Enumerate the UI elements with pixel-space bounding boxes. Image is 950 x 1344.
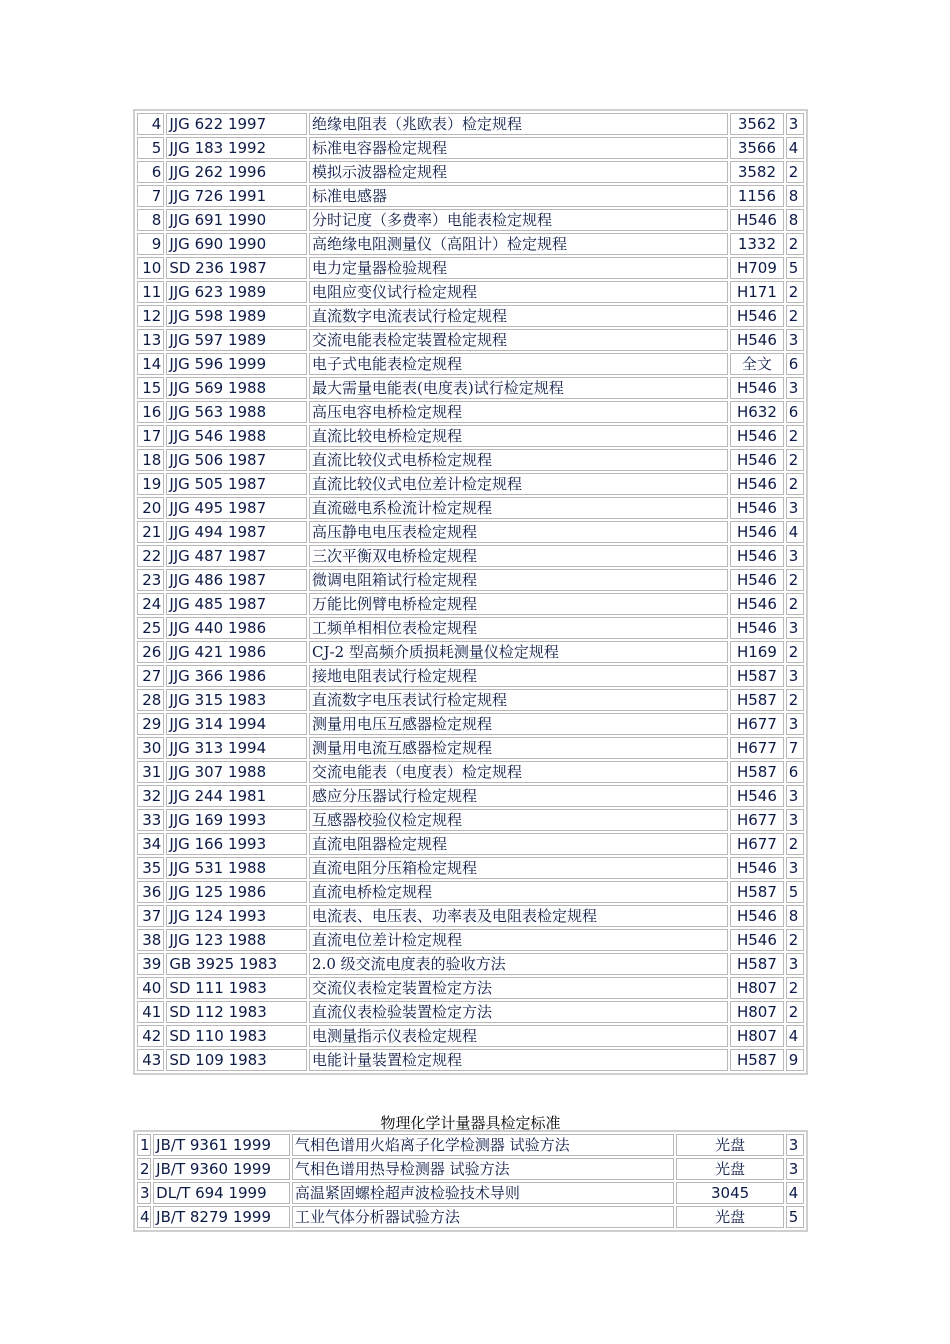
standard-code-link[interactable]: JJG 313 1994 <box>166 737 307 759</box>
page-count-cell: 4 <box>786 521 804 543</box>
standard-title-link[interactable]: 电流表、电压表、功率表及电阻表检定规程 <box>309 905 728 927</box>
standard-title-link[interactable]: 气相色谱用热导检测器 试验方法 <box>292 1158 675 1180</box>
standard-title-link[interactable]: 直流比较电桥检定规程 <box>309 425 728 447</box>
page-count-cell: 3 <box>786 329 804 351</box>
standard-title-link[interactable]: 最大需量电能表(电度表)试行检定规程 <box>309 377 728 399</box>
standard-title-link[interactable]: 高压静电电压表检定规程 <box>309 521 728 543</box>
page-count-cell: 2 <box>786 977 804 999</box>
row-number: 26 <box>137 641 164 663</box>
page-count-cell: 5 <box>786 881 804 903</box>
reference-cell: 光盘 <box>676 1134 783 1156</box>
reference-cell: H546 <box>730 497 784 519</box>
standard-title-link[interactable]: 微调电阻箱试行检定规程 <box>309 569 728 591</box>
reference-cell: H169 <box>730 641 784 663</box>
row-number: 2 <box>137 1158 151 1180</box>
table-row <box>137 257 804 279</box>
reference-cell: H546 <box>730 545 784 567</box>
standard-title-link[interactable]: 电测量指示仪表检定规程 <box>309 1025 728 1047</box>
row-number: 40 <box>137 977 164 999</box>
standard-code-link[interactable]: SD 110 1983 <box>166 1025 307 1047</box>
table-row <box>137 953 804 975</box>
row-number: 20 <box>137 497 164 519</box>
table-row <box>137 785 804 807</box>
reference-cell: H546 <box>730 593 784 615</box>
page-count-cell: 3 <box>786 713 804 735</box>
standard-title-link[interactable]: 绝缘电阻表（兆欧表）检定规程 <box>309 113 728 135</box>
page-count-cell: 2 <box>786 425 804 447</box>
table-row <box>137 737 804 759</box>
table-row <box>137 1158 804 1180</box>
standard-code-link[interactable]: JJG 531 1988 <box>166 857 307 879</box>
table-caption: 物理化学计量器具检定标准 <box>380 1114 561 1132</box>
page-count-cell: 2 <box>786 305 804 327</box>
standard-code-link[interactable]: JB/T 8279 1999 <box>153 1206 290 1228</box>
row-number: 14 <box>137 353 164 375</box>
reference-cell: 3562 <box>730 113 784 135</box>
row-number: 13 <box>137 329 164 351</box>
table-row <box>137 569 804 591</box>
reference-cell: H546 <box>730 377 784 399</box>
table-row <box>137 113 804 135</box>
reference-cell: H546 <box>730 521 784 543</box>
row-number: 19 <box>137 473 164 495</box>
page-count-cell: 5 <box>786 257 804 279</box>
electrical-standards-table <box>133 109 808 1075</box>
standard-title-link[interactable]: 直流电桥检定规程 <box>309 881 728 903</box>
row-number: 22 <box>137 545 164 567</box>
page-count-cell: 2 <box>786 281 804 303</box>
page-count-cell: 2 <box>786 833 804 855</box>
row-number: 30 <box>137 737 164 759</box>
table-row <box>137 689 804 711</box>
standard-title-link[interactable]: 测量用电压互感器检定规程 <box>309 713 728 735</box>
standard-code-link[interactable]: JJG 691 1990 <box>166 209 307 231</box>
page-count-cell: 2 <box>786 929 804 951</box>
standard-code-link[interactable]: JJG 166 1993 <box>166 833 307 855</box>
standard-title-link[interactable]: 接地电阻表试行检定规程 <box>309 665 728 687</box>
standard-code-link[interactable]: JJG 314 1994 <box>166 713 307 735</box>
page-count-cell: 5 <box>786 1206 804 1228</box>
standard-code-link[interactable]: JJG 486 1987 <box>166 569 307 591</box>
row-number: 36 <box>137 881 164 903</box>
standard-title-link[interactable]: 高温紧固螺栓超声波检验技术导则 <box>292 1182 675 1204</box>
row-number: 4 <box>137 113 164 135</box>
table-row <box>137 929 804 951</box>
standard-title-link[interactable]: 直流比较仪式电桥检定规程 <box>309 449 728 471</box>
table-row <box>137 185 804 207</box>
standard-title-link[interactable]: 直流电位差计检定规程 <box>309 929 728 951</box>
row-number: 42 <box>137 1025 164 1047</box>
standard-code-link[interactable]: JJG 569 1988 <box>166 377 307 399</box>
standard-code-link[interactable]: JJG 505 1987 <box>166 473 307 495</box>
table-row <box>137 617 804 639</box>
row-number: 27 <box>137 665 164 687</box>
table-row <box>137 641 804 663</box>
page-count-cell: 3 <box>786 113 804 135</box>
standard-title-link[interactable]: 交流仪表检定装置检定方法 <box>309 977 728 999</box>
standard-code-link[interactable]: DL/T 694 1999 <box>153 1182 290 1204</box>
table-row <box>137 329 804 351</box>
standard-code-link[interactable]: JJG 596 1999 <box>166 353 307 375</box>
row-number: 24 <box>137 593 164 615</box>
standard-code-link[interactable]: JJG 690 1990 <box>166 233 307 255</box>
table-row <box>137 809 804 831</box>
page-count-cell: 2 <box>786 1001 804 1023</box>
row-number: 9 <box>137 233 164 255</box>
standard-code-link[interactable]: JJG 495 1987 <box>166 497 307 519</box>
standard-title-link[interactable]: 电力定量器检验规程 <box>309 257 728 279</box>
reference-cell: 3582 <box>730 161 784 183</box>
reference-cell: H807 <box>730 1001 784 1023</box>
standard-title-link[interactable]: 交流电能表检定装置检定规程 <box>309 329 728 351</box>
standard-code-link[interactable]: JJG 726 1991 <box>166 185 307 207</box>
page-count-cell: 4 <box>786 1025 804 1047</box>
electrical-standards-table-body <box>137 113 804 1071</box>
table-row <box>137 401 804 423</box>
table-row <box>137 545 804 567</box>
page-count-cell: 6 <box>786 401 804 423</box>
standard-code-link[interactable]: JJG 307 1988 <box>166 761 307 783</box>
row-number: 32 <box>137 785 164 807</box>
table-row <box>137 161 804 183</box>
standard-title-link[interactable]: 工业气体分析器试验方法 <box>292 1206 675 1228</box>
standard-code-link[interactable]: JJG 598 1989 <box>166 305 307 327</box>
row-number: 29 <box>137 713 164 735</box>
table-row <box>137 377 804 399</box>
table-row <box>137 497 804 519</box>
row-number: 34 <box>137 833 164 855</box>
row-number: 1 <box>137 1134 151 1156</box>
reference-cell: 光盘 <box>676 1158 783 1180</box>
reference-cell: H546 <box>730 209 784 231</box>
standard-title-link[interactable]: 标准电感器 <box>309 185 728 207</box>
row-number: 31 <box>137 761 164 783</box>
table-row <box>137 1206 804 1228</box>
standard-title-link[interactable]: CJ-2 型高频介质损耗测量仪检定规程 <box>309 641 728 663</box>
table-row <box>137 905 804 927</box>
standard-code-link[interactable]: SD 111 1983 <box>166 977 307 999</box>
standard-code-link[interactable]: JB/T 9361 1999 <box>153 1134 290 1156</box>
reference-cell: 3566 <box>730 137 784 159</box>
standard-title-link[interactable]: 气相色谱用火焰离子化学检测器 试验方法 <box>292 1134 675 1156</box>
standard-code-link[interactable]: JJG 440 1986 <box>166 617 307 639</box>
reference-cell: H807 <box>730 977 784 999</box>
standard-title-link[interactable]: 直流电阻分压箱检定规程 <box>309 857 728 879</box>
reference-cell: H677 <box>730 713 784 735</box>
reference-cell: 1156 <box>730 185 784 207</box>
reference-cell: 1332 <box>730 233 784 255</box>
table-row <box>137 209 804 231</box>
reference-cell: H171 <box>730 281 784 303</box>
row-number: 17 <box>137 425 164 447</box>
table-row <box>137 1025 804 1047</box>
standard-code-link[interactable]: JJG 366 1986 <box>166 665 307 687</box>
standard-code-link[interactable]: JJG 487 1987 <box>166 545 307 567</box>
table-row <box>137 881 804 903</box>
row-number: 11 <box>137 281 164 303</box>
row-number: 37 <box>137 905 164 927</box>
table-row <box>137 857 804 879</box>
row-number: 21 <box>137 521 164 543</box>
row-number: 8 <box>137 209 164 231</box>
physchem-standards-table-body <box>137 1134 804 1228</box>
reference-cell: H546 <box>730 617 784 639</box>
standard-code-link[interactable]: JJG 597 1989 <box>166 329 307 351</box>
table-row <box>137 1182 804 1204</box>
table-row <box>137 761 804 783</box>
reference-cell: H587 <box>730 689 784 711</box>
row-number: 38 <box>137 929 164 951</box>
page-count-cell: 8 <box>786 185 804 207</box>
table-row <box>137 833 804 855</box>
reference-cell: H546 <box>730 449 784 471</box>
page-count-cell: 3 <box>786 1158 804 1180</box>
row-number: 28 <box>137 689 164 711</box>
reference-cell: 3045 <box>676 1182 783 1204</box>
row-number: 4 <box>137 1206 151 1228</box>
table-row <box>137 353 804 375</box>
standard-code-link[interactable]: JJG 169 1993 <box>166 809 307 831</box>
standard-title-link[interactable]: 工频单相相位表检定规程 <box>309 617 728 639</box>
page-count-cell: 3 <box>786 785 804 807</box>
reference-cell: H546 <box>730 305 784 327</box>
reference-cell: H587 <box>730 881 784 903</box>
row-number: 12 <box>137 305 164 327</box>
table-row <box>137 1001 804 1023</box>
row-number: 7 <box>137 185 164 207</box>
standard-title-link[interactable]: 直流比较仪式电位差计检定规程 <box>309 473 728 495</box>
page-count-cell: 4 <box>786 1182 804 1204</box>
page-count-cell: 3 <box>786 545 804 567</box>
row-number: 43 <box>137 1049 164 1071</box>
standard-title-link[interactable]: 三次平衡双电桥检定规程 <box>309 545 728 567</box>
standard-code-link[interactable]: JJG 494 1987 <box>166 521 307 543</box>
standard-code-link[interactable]: JJG 262 1996 <box>166 161 307 183</box>
standard-code-link[interactable]: JJG 506 1987 <box>166 449 307 471</box>
standard-code-link[interactable]: JJG 123 1988 <box>166 929 307 951</box>
table-row <box>137 233 804 255</box>
page-count-cell: 2 <box>786 641 804 663</box>
page-count-cell: 6 <box>786 353 804 375</box>
standard-code-link[interactable]: JB/T 9360 1999 <box>153 1158 290 1180</box>
row-number: 35 <box>137 857 164 879</box>
row-number: 41 <box>137 1001 164 1023</box>
standard-title-link[interactable]: 直流磁电系检流计检定规程 <box>309 497 728 519</box>
reference-cell: H587 <box>730 953 784 975</box>
table-row <box>137 521 804 543</box>
standard-code-link[interactable]: JJG 421 1986 <box>166 641 307 663</box>
standard-code-link[interactable]: JJG 622 1997 <box>166 113 307 135</box>
page-count-cell: 3 <box>786 1134 804 1156</box>
standard-title-link[interactable]: 感应分压器试行检定规程 <box>309 785 728 807</box>
standard-code-link[interactable]: JJG 183 1992 <box>166 137 307 159</box>
row-number: 6 <box>137 161 164 183</box>
standard-title-link[interactable]: 交流电能表（电度表）检定规程 <box>309 761 728 783</box>
table-row <box>137 449 804 471</box>
standard-code-link[interactable]: SD 236 1987 <box>166 257 307 279</box>
standard-title-link[interactable]: 互感器校验仪检定规程 <box>309 809 728 831</box>
standard-code-link[interactable]: SD 112 1983 <box>166 1001 307 1023</box>
row-number: 15 <box>137 377 164 399</box>
page-count-cell: 3 <box>786 953 804 975</box>
page-count-cell: 2 <box>786 593 804 615</box>
table-row <box>137 1134 804 1156</box>
standard-code-link[interactable]: SD 109 1983 <box>166 1049 307 1071</box>
row-number: 5 <box>137 137 164 159</box>
row-number: 39 <box>137 953 164 975</box>
row-number: 33 <box>137 809 164 831</box>
page-count-cell: 2 <box>786 473 804 495</box>
table-row <box>137 305 804 327</box>
reference-cell: H546 <box>730 785 784 807</box>
reference-cell: H677 <box>730 737 784 759</box>
standard-title-link[interactable]: 直流电阻器检定规程 <box>309 833 728 855</box>
reference-cell: H546 <box>730 905 784 927</box>
reference-cell: H546 <box>730 425 784 447</box>
standard-code-link[interactable]: JJG 485 1987 <box>166 593 307 615</box>
reference-cell: H546 <box>730 857 784 879</box>
page-count-cell: 2 <box>786 161 804 183</box>
page-count-cell: 3 <box>786 857 804 879</box>
page-count-cell: 8 <box>786 209 804 231</box>
table-row <box>137 473 804 495</box>
standard-title-link[interactable]: 直流数字电压表试行检定规程 <box>309 689 728 711</box>
table-row <box>137 1049 804 1071</box>
table-row <box>137 713 804 735</box>
standard-title-link[interactable]: 高压电容电桥检定规程 <box>309 401 728 423</box>
standard-title-link[interactable]: 电能计量装置检定规程 <box>309 1049 728 1071</box>
table-row <box>137 977 804 999</box>
reference-cell: H546 <box>730 929 784 951</box>
reference-cell: H587 <box>730 1049 784 1071</box>
reference-cell: H807 <box>730 1025 784 1047</box>
page-count-cell: 2 <box>786 233 804 255</box>
page-count-cell: 2 <box>786 569 804 591</box>
page-count-cell: 7 <box>786 737 804 759</box>
reference-cell: H632 <box>730 401 784 423</box>
page-count-cell: 3 <box>786 665 804 687</box>
row-number: 10 <box>137 257 164 279</box>
reference-cell: H709 <box>730 257 784 279</box>
standard-code-link[interactable]: JJG 546 1988 <box>166 425 307 447</box>
standard-code-link[interactable]: JJG 315 1983 <box>166 689 307 711</box>
standard-title-link[interactable]: 直流数字电流表试行检定规程 <box>309 305 728 327</box>
row-number: 16 <box>137 401 164 423</box>
reference-cell: H587 <box>730 761 784 783</box>
table-row <box>137 281 804 303</box>
standard-title-link[interactable]: 电阻应变仪试行检定规程 <box>309 281 728 303</box>
page-count-cell: 2 <box>786 689 804 711</box>
page-count-cell: 2 <box>786 449 804 471</box>
table-row <box>137 665 804 687</box>
row-number: 23 <box>137 569 164 591</box>
page-count-cell: 3 <box>786 617 804 639</box>
page-count-cell: 8 <box>786 905 804 927</box>
standard-title-link[interactable]: 2.0 级交流电度表的验收方法 <box>309 953 728 975</box>
standard-title-link[interactable]: 模拟示波器检定规程 <box>309 161 728 183</box>
standard-title-link[interactable]: 分时记度（多费率）电能表检定规程 <box>309 209 728 231</box>
standard-title-link[interactable]: 高绝缘电阻测量仪（高阻计）检定规程 <box>309 233 728 255</box>
page-count-cell: 3 <box>786 377 804 399</box>
reference-cell: H587 <box>730 665 784 687</box>
reference-cell: 光盘 <box>676 1206 783 1228</box>
physchem-standards-table <box>133 1130 808 1232</box>
standard-title-link[interactable]: 直流仪表检验装置检定方法 <box>309 1001 728 1023</box>
reference-cell: H546 <box>730 473 784 495</box>
reference-cell: H546 <box>730 569 784 591</box>
standard-code-link[interactable]: JJG 563 1988 <box>166 401 307 423</box>
page-count-cell: 3 <box>786 497 804 519</box>
standard-code-link[interactable]: GB 3925 1983 <box>166 953 307 975</box>
row-number: 3 <box>137 1182 151 1204</box>
page-count-cell: 3 <box>786 809 804 831</box>
page-count-cell: 4 <box>786 137 804 159</box>
row-number: 18 <box>137 449 164 471</box>
standard-code-link[interactable]: JJG 244 1981 <box>166 785 307 807</box>
standard-code-link[interactable]: JJG 623 1989 <box>166 281 307 303</box>
standard-title-link[interactable]: 测量用电流互感器检定规程 <box>309 737 728 759</box>
page-count-cell: 9 <box>786 1049 804 1071</box>
standard-title-link[interactable]: 标准电容器检定规程 <box>309 137 728 159</box>
reference-cell: 全文 <box>730 353 784 375</box>
reference-cell: H677 <box>730 833 784 855</box>
table-row <box>137 137 804 159</box>
standard-title-link[interactable]: 万能比例臂电桥检定规程 <box>309 593 728 615</box>
standard-code-link[interactable]: JJG 124 1993 <box>166 905 307 927</box>
table-row <box>137 425 804 447</box>
standard-title-link[interactable]: 电子式电能表检定规程 <box>309 353 728 375</box>
row-number: 25 <box>137 617 164 639</box>
standard-code-link[interactable]: JJG 125 1986 <box>166 881 307 903</box>
page-count-cell: 6 <box>786 761 804 783</box>
table-row <box>137 593 804 615</box>
reference-cell: H546 <box>730 329 784 351</box>
reference-cell: H677 <box>730 809 784 831</box>
